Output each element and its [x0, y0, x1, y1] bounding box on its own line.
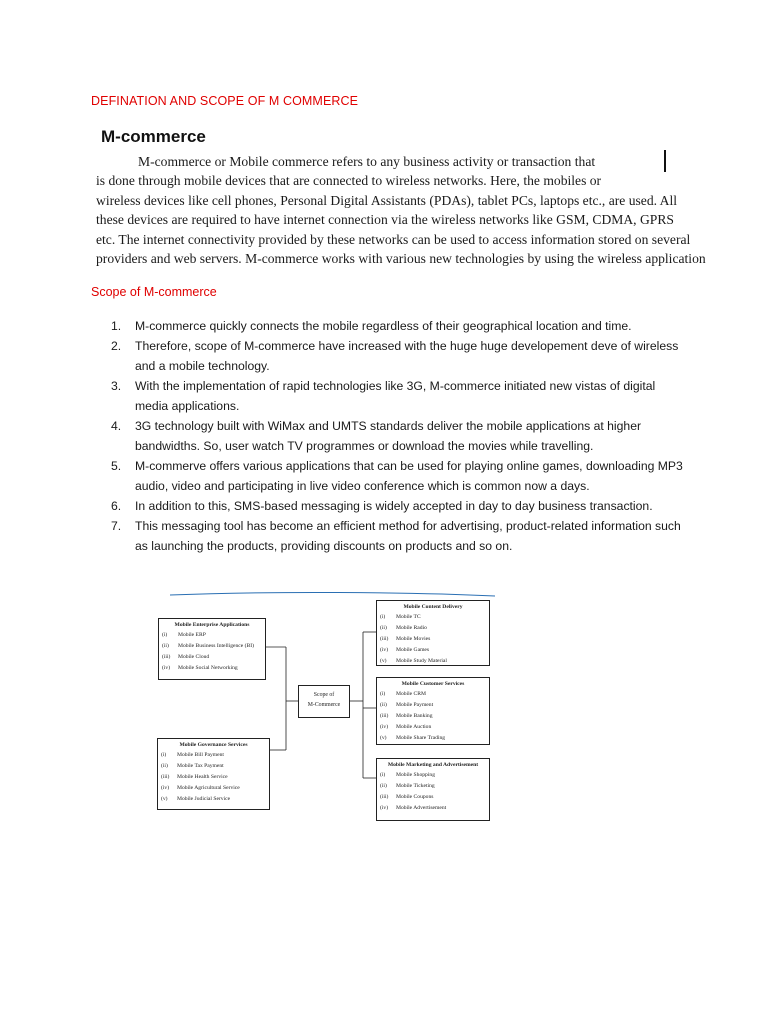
list-text: Therefore, scope of M-commerce have increased with the huge huge developement deve of wireless and a mobile technology.: [135, 339, 679, 373]
list-number: 7.: [111, 519, 122, 533]
scan-line: wireless devices like cell phones, Personal Digital Assistants (PDAs), tablet PCs, laptops etc., are used. All: [96, 192, 678, 208]
box-entry: (iv) Mobile Auction: [380, 724, 432, 730]
scan-line: M-commerce or Mobile commerce refers to any business activity or transaction that: [138, 154, 596, 169]
page-heading: DEFINATION AND SCOPE OF M COMMERCE: [91, 94, 359, 108]
box-title: Mobile Enterprise Applications: [174, 622, 250, 628]
scope-heading: Scope of M-commerce: [91, 285, 217, 299]
list-item: [91, 496, 691, 516]
list-number: 5.: [111, 459, 122, 473]
box-entry: (ii) Mobile Tax Payment: [161, 763, 224, 769]
box-entry: (i) Mobile Bill Payment: [161, 752, 224, 758]
scan-title: M-commerce: [101, 127, 206, 146]
scan-line: etc. The internet connectivity provided by these networks can be used to access information stored on several: [96, 231, 691, 247]
box-entry: (i) Mobile CRM: [380, 691, 426, 697]
box-entry: (iii) Mobile Health Service: [161, 774, 228, 780]
box-entry: (iii) Mobile Movies: [380, 636, 431, 642]
box-entry: (i) Mobile Shopping: [380, 772, 436, 778]
box-entry: (v) Mobile Judicial Service: [161, 796, 231, 802]
box-entry: (ii) Mobile Business Intelligence (BI): [162, 643, 254, 649]
box-entry: (ii) Mobile Radio: [380, 625, 427, 631]
box-title: Mobile Customer Services: [401, 681, 465, 687]
box-entry: (i) Mobile ERP: [162, 632, 206, 638]
list-number: 6.: [111, 499, 122, 513]
list-item: [91, 316, 691, 336]
scan-paragraph: [96, 152, 706, 268]
center-label-line: Scope of: [313, 692, 335, 698]
box-entry: (v) Mobile Share Trading: [380, 735, 446, 741]
list-text: M-commerve offers various applications that can be used for playing online games, downloading MP3 audio, video and participating in live video conference which is common now a days.: [135, 459, 683, 493]
list-number: 2.: [111, 339, 122, 353]
box-entry: (iv) Mobile Advertisement: [380, 805, 447, 811]
list-text: This messaging tool has become an efficient method for advertising, product-related information such as launching the products, providing discounts on products and so on.: [135, 519, 681, 553]
scope-list: [91, 316, 691, 556]
list-number: 3.: [111, 379, 122, 393]
box-entry: (i) Mobile TC: [380, 614, 421, 620]
scan-line: these devices are required to have internet connection via the wireless networks like GSM, CDMA, GPRS: [96, 212, 674, 228]
box-entry: (iii) Mobile Banking: [380, 713, 433, 719]
box-entry: (iv) Mobile Agricultural Service: [161, 785, 240, 791]
list-item: [91, 336, 691, 376]
box-entry: (iv) Mobile Games: [380, 647, 430, 653]
customer-services-box: [376, 677, 490, 745]
list-item: [91, 516, 691, 556]
box-title: Mobile Marketing and Advertisement: [387, 762, 479, 768]
box-entry: (ii) Mobile Payment: [380, 702, 434, 708]
list-text: M-commerce quickly connects the mobile regardless of their geographical location and time.: [135, 319, 632, 333]
scan-line: is done through mobile devices that are connected to wireless networks. Here, the mobiles or: [96, 173, 602, 189]
box-title: Mobile Governance Services: [179, 742, 248, 748]
scan-line: providers and web servers. M-commerce works with various new technologies by using the wireless application: [96, 251, 706, 267]
center-label-line: M-Commerce: [307, 702, 341, 708]
list-text: In addition to this, SMS-based messaging is widely accepted in day to day business transaction.: [135, 499, 653, 513]
list-item: [91, 416, 691, 456]
list-item: [91, 376, 691, 416]
box-entry: (v) Mobile Study Material: [380, 658, 447, 664]
enterprise-box: [158, 618, 266, 680]
list-text: With the implementation of rapid technologies like 3G, M-commerce initiated new vistas of digital media applications.: [135, 379, 656, 413]
box-entry: (iii) Mobile Coupons: [380, 794, 434, 800]
box-title: Mobile Content Delivery: [403, 604, 463, 610]
marketing-box: [376, 758, 490, 821]
list-number: 4.: [111, 419, 122, 433]
box-entry: (iv) Mobile Social Networking: [162, 665, 238, 671]
governance-box: [157, 738, 270, 810]
list-number: 1.: [111, 319, 122, 333]
list-text: 3G technology built with WiMax and UMTS standards deliver the mobile applications at higher bandwidths. So, user watch TV programmes or download the movies while travelling.: [135, 419, 642, 453]
list-item: [91, 456, 691, 496]
box-entry: (ii) Mobile Ticketing: [380, 783, 435, 789]
scope-diagram: [150, 590, 495, 830]
box-entry: (iii) Mobile Cloud: [162, 654, 210, 660]
content-delivery-box: [376, 600, 490, 666]
scope-center-box: [298, 685, 350, 718]
